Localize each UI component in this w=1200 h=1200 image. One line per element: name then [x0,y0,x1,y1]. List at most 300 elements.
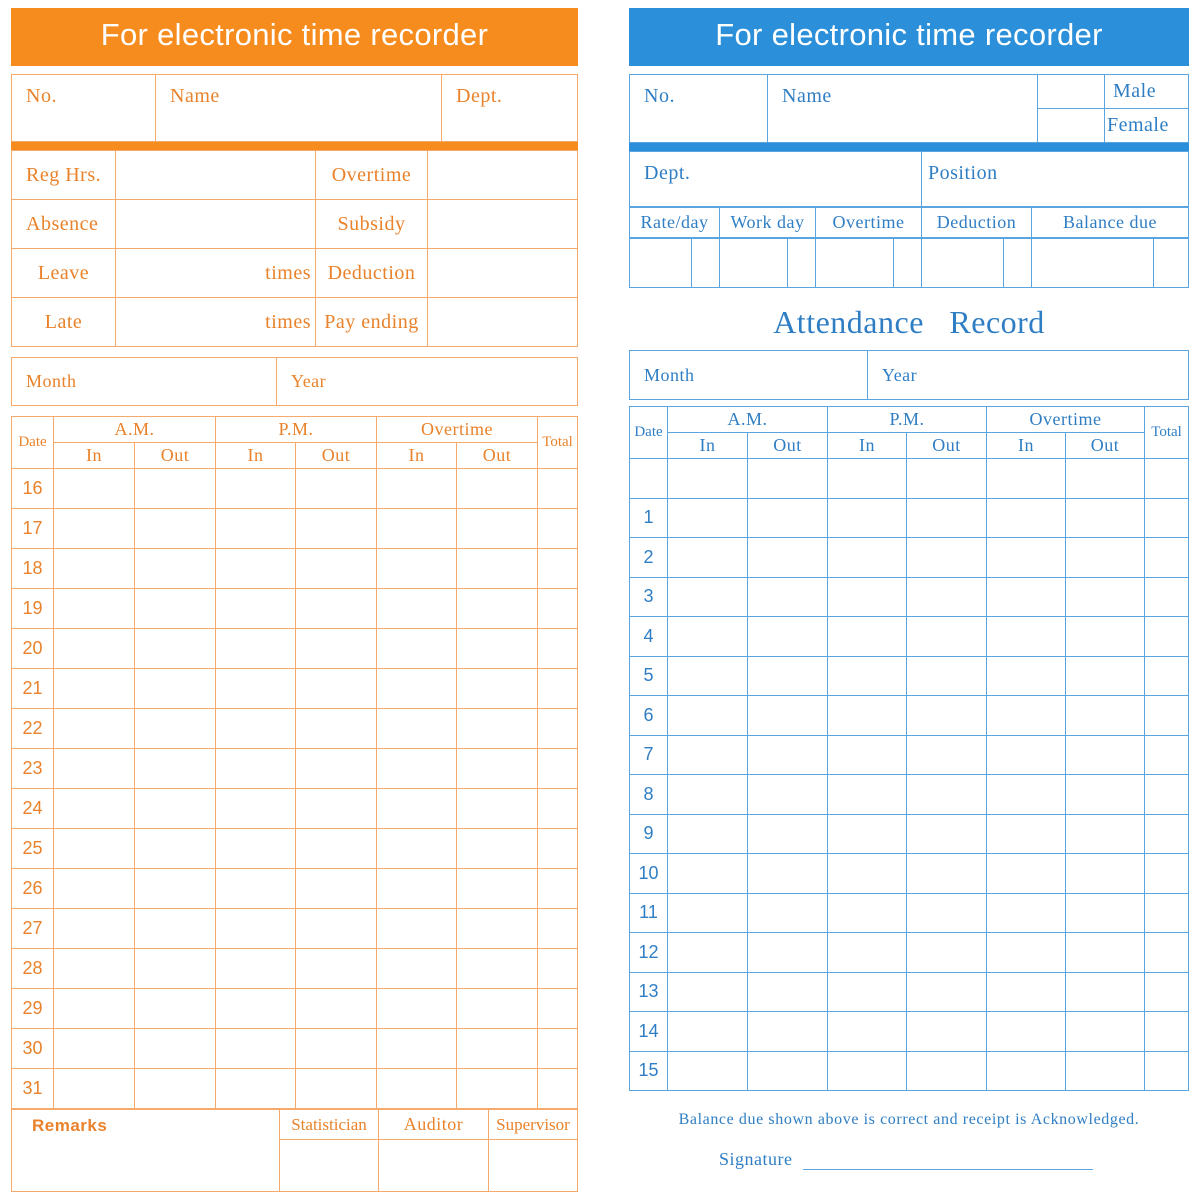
pm-in-cell[interactable] [828,459,907,499]
ot-in-cell[interactable] [377,829,457,869]
am-in-cell[interactable] [668,577,748,617]
am-out-cell[interactable] [748,459,828,499]
ot-in-cell[interactable] [377,509,457,549]
pm-in-cell[interactable] [216,829,296,869]
total-cell[interactable] [1145,933,1189,973]
orange-time-card [11,8,578,1192]
orange-summary-table [11,150,578,347]
am-out-cell[interactable] [135,709,216,749]
pm-out-header: Out [296,443,377,469]
am-out-cell[interactable] [748,656,828,696]
pm-in-cell[interactable] [828,1051,907,1091]
ot-out-cell[interactable] [1066,735,1145,775]
ot-out-cell[interactable] [457,709,538,749]
total-cell[interactable] [1145,617,1189,657]
ot-out-cell[interactable] [457,549,538,589]
total-cell[interactable] [538,709,578,749]
ot-out-cell[interactable] [1066,972,1145,1012]
ot-in-cell[interactable] [987,735,1066,775]
pm-out-cell[interactable] [296,589,377,629]
date-cell: 14 [630,1012,668,1052]
leave-label: Leave [12,249,116,298]
no-field[interactable]: No. [630,75,768,143]
total-cell[interactable] [1145,696,1189,736]
am-in-cell[interactable] [54,549,135,589]
am-in-cell[interactable] [668,814,748,854]
total-cell[interactable] [1145,459,1189,499]
total-cell[interactable] [1145,735,1189,775]
am-in-cell[interactable] [54,749,135,789]
ot-in-cell[interactable] [987,893,1066,933]
blue-month-year-table [629,350,1189,400]
pm-in-cell[interactable] [216,1069,296,1109]
am-out-cell[interactable] [135,829,216,869]
am-in-cell[interactable] [54,1069,135,1109]
ot-out-cell[interactable] [1066,617,1145,657]
ot-in-cell[interactable] [377,949,457,989]
name-field[interactable]: Name [768,75,1038,143]
pm-out-cell[interactable] [296,909,377,949]
ot-in-cell[interactable] [987,1012,1066,1052]
pm-in-cell[interactable] [216,949,296,989]
deduction-sub-field[interactable] [1004,239,1032,288]
date-cell: 11 [630,893,668,933]
am-in-cell[interactable] [668,696,748,736]
deduction-value-field[interactable] [922,239,1004,288]
pm-out-cell[interactable] [296,1029,377,1069]
am-in-cell[interactable] [668,735,748,775]
date-cell: 6 [630,696,668,736]
ot-in-cell[interactable] [987,459,1066,499]
pm-in-cell[interactable] [828,538,907,578]
ot-out-cell[interactable] [457,629,538,669]
total-cell[interactable] [1145,972,1189,1012]
pm-out-cell[interactable] [907,1051,987,1091]
am-in-cell[interactable] [54,789,135,829]
am-in-cell[interactable] [668,854,748,894]
total-cell[interactable] [1145,498,1189,538]
am-in-cell[interactable] [54,709,135,749]
pm-in-cell[interactable] [216,869,296,909]
pm-out-cell[interactable] [907,696,987,736]
ot-in-cell[interactable] [987,1051,1066,1091]
ot-in-cell[interactable] [377,469,457,509]
pm-out-header: Out [907,433,987,459]
pm-in-cell[interactable] [216,589,296,629]
pm-out-cell[interactable] [907,814,987,854]
ot-in-cell[interactable] [377,749,457,789]
am-out-cell[interactable] [135,949,216,989]
am-out-cell[interactable] [748,893,828,933]
ot-in-cell[interactable] [987,972,1066,1012]
am-in-cell[interactable] [54,589,135,629]
pm-in-cell[interactable] [828,656,907,696]
pm-out-cell[interactable] [296,789,377,829]
am-out-cell[interactable] [748,775,828,815]
pm-in-cell[interactable] [828,617,907,657]
acknowledgement-text: Balance due shown above is correct and receipt is Acknowledged. [678,1111,1140,1128]
ot-in-cell[interactable] [987,696,1066,736]
ot-out-cell[interactable] [457,1069,538,1109]
ot-out-cell[interactable] [457,469,538,509]
ot-in-header: In [377,443,457,469]
dept-field[interactable]: Dept. [442,75,578,142]
table-row [12,709,578,749]
date-cell: 22 [12,709,54,749]
blue-dept-position-table [629,151,1189,207]
total-cell[interactable] [538,549,578,589]
pm-in-cell[interactable] [216,709,296,749]
am-in-cell[interactable] [668,656,748,696]
am-in-cell[interactable] [54,629,135,669]
am-in-cell[interactable] [54,669,135,709]
am-out-cell[interactable] [748,1012,828,1052]
pm-in-cell[interactable] [828,498,907,538]
am-out-cell[interactable] [135,669,216,709]
pm-in-cell[interactable] [828,696,907,736]
pm-out-cell[interactable] [907,775,987,815]
pm-in-header: In [216,443,296,469]
supervisor-label: Supervisor [489,1110,578,1140]
pm-out-cell[interactable] [296,709,377,749]
work-day-field[interactable] [720,239,788,288]
pay-ending-field[interactable] [428,298,578,347]
ot-in-cell[interactable] [377,989,457,1029]
am-in-cell[interactable] [54,829,135,869]
ot-out-cell[interactable] [1066,577,1145,617]
total-cell[interactable] [1145,1051,1189,1091]
pm-out-cell[interactable] [296,989,377,1029]
statistician-sign-field[interactable] [280,1140,379,1192]
am-out-cell[interactable] [135,469,216,509]
ot-out-cell[interactable] [1066,1012,1145,1052]
am-in-cell[interactable] [54,1029,135,1069]
table-row [12,909,578,949]
signature-field[interactable] [803,1151,1093,1170]
total-cell[interactable] [538,589,578,629]
pm-out-cell[interactable] [296,509,377,549]
pm-out-cell[interactable] [907,854,987,894]
table-row [12,509,578,549]
pm-in-cell[interactable] [216,989,296,1029]
date-cell: 28 [12,949,54,989]
ot-in-cell[interactable] [377,1029,457,1069]
ot-in-cell[interactable] [377,789,457,829]
table-row [12,989,578,1029]
am-header: A.M. [54,417,216,443]
total-cell[interactable] [1145,538,1189,578]
pm-out-cell[interactable] [296,869,377,909]
leave-times-label[interactable]: times [116,249,316,298]
ot-in-cell[interactable] [377,589,457,629]
am-in-cell[interactable] [54,469,135,509]
pm-in-cell[interactable] [828,933,907,973]
pm-in-cell[interactable] [216,1029,296,1069]
total-cell[interactable] [1145,814,1189,854]
pm-in-cell[interactable] [828,893,907,933]
male-label: Male [1105,75,1189,109]
am-out-cell[interactable] [748,617,828,657]
attendance-record-title: Attendance Record [773,304,1045,340]
ot-out-cell[interactable] [457,789,538,829]
pm-in-cell[interactable] [216,469,296,509]
ot-in-cell[interactable] [987,656,1066,696]
am-in-cell[interactable] [54,909,135,949]
pm-in-cell[interactable] [216,549,296,589]
pm-in-cell[interactable] [828,577,907,617]
am-out-cell[interactable] [135,1029,216,1069]
table-row [12,869,578,909]
ot-out-cell[interactable] [1066,775,1145,815]
total-cell[interactable] [538,789,578,829]
am-in-cell[interactable] [668,775,748,815]
am-out-cell[interactable] [135,589,216,629]
total-cell[interactable] [538,629,578,669]
total-cell[interactable] [538,469,578,509]
no-field[interactable]: No. [12,75,156,142]
total-cell[interactable] [1145,577,1189,617]
am-in-cell[interactable] [668,538,748,578]
ot-out-cell[interactable] [1066,854,1145,894]
pm-out-cell[interactable] [907,577,987,617]
total-cell[interactable] [538,989,578,1029]
am-in-cell[interactable] [668,1051,748,1091]
am-in-cell[interactable] [668,893,748,933]
pm-in-cell[interactable] [216,509,296,549]
pm-out-cell[interactable] [296,549,377,589]
pm-out-cell[interactable] [907,459,987,499]
female-checkbox[interactable] [1038,109,1105,143]
ot-out-cell[interactable] [457,869,538,909]
total-cell[interactable] [538,949,578,989]
pm-in-cell[interactable] [216,669,296,709]
pm-out-cell[interactable] [907,735,987,775]
ot-out-cell[interactable] [1066,814,1145,854]
month-field[interactable]: Month [630,351,868,400]
am-out-cell[interactable] [748,933,828,973]
am-in-cell[interactable] [668,1012,748,1052]
pm-out-cell[interactable] [296,1069,377,1109]
am-in-cell[interactable] [54,869,135,909]
pm-out-cell[interactable] [296,669,377,709]
pm-in-cell[interactable] [828,854,907,894]
year-field[interactable]: Year [277,358,578,406]
ot-out-cell[interactable] [457,669,538,709]
ot-out-cell[interactable] [457,909,538,949]
auditor-label: Auditor [379,1110,489,1140]
ot-in-cell[interactable] [987,854,1066,894]
ot-out-cell[interactable] [1066,656,1145,696]
total-cell[interactable] [1145,1012,1189,1052]
ot-in-cell[interactable] [377,549,457,589]
am-out-cell[interactable] [748,735,828,775]
absence-label: Absence [12,200,116,249]
ot-out-cell[interactable] [1066,498,1145,538]
total-cell[interactable] [538,749,578,789]
am-in-cell[interactable] [668,972,748,1012]
ot-out-cell[interactable] [457,989,538,1029]
ot-in-cell[interactable] [987,933,1066,973]
month-field[interactable]: Month [12,358,277,406]
ot-in-cell[interactable] [987,498,1066,538]
am-out-cell[interactable] [748,538,828,578]
pm-out-cell[interactable] [907,893,987,933]
name-field[interactable]: Name [156,75,442,142]
pm-header: P.M. [216,417,377,443]
date-cell: 5 [630,656,668,696]
balance-due-field[interactable] [1032,239,1154,288]
am-out-cell[interactable] [748,854,828,894]
ot-out-cell[interactable] [1066,893,1145,933]
am-in-cell[interactable] [54,949,135,989]
total-cell[interactable] [538,509,578,549]
am-in-cell[interactable] [668,459,748,499]
am-out-header: Out [748,433,828,459]
pm-in-cell[interactable] [828,972,907,1012]
am-in-header: In [668,433,748,459]
ot-out-cell[interactable] [1066,538,1145,578]
pm-out-cell[interactable] [907,538,987,578]
pm-in-cell[interactable] [828,1012,907,1052]
overtime-label: Overtime [316,151,428,200]
overtime-value-field[interactable] [816,239,894,288]
pm-in-cell[interactable] [828,775,907,815]
pm-out-cell[interactable] [296,469,377,509]
overtime-field[interactable] [428,151,578,200]
am-out-cell[interactable] [135,989,216,1029]
deduction-field[interactable] [428,249,578,298]
late-times-label[interactable]: times [116,298,316,347]
male-checkbox[interactable] [1038,75,1105,109]
ot-out-cell[interactable] [457,949,538,989]
am-out-cell[interactable] [135,909,216,949]
subsidy-field[interactable] [428,200,578,249]
am-out-cell[interactable] [748,498,828,538]
pm-out-cell[interactable] [296,829,377,869]
pm-out-cell[interactable] [296,749,377,789]
pm-out-cell[interactable] [907,617,987,657]
ot-in-cell[interactable] [987,617,1066,657]
ot-in-cell[interactable] [987,814,1066,854]
work-day-sub-field[interactable] [788,239,816,288]
position-field[interactable]: Position [922,152,1189,207]
ot-out-cell[interactable] [457,749,538,789]
ot-out-cell[interactable] [1066,933,1145,973]
pm-in-cell[interactable] [216,909,296,949]
absence-field[interactable] [116,200,316,249]
rate-day-sub-field[interactable] [692,239,720,288]
date-cell: 19 [12,589,54,629]
ot-in-cell[interactable] [987,538,1066,578]
am-in-cell[interactable] [668,498,748,538]
ot-in-cell[interactable] [377,1069,457,1109]
balance-due-sub-field[interactable] [1154,239,1189,288]
pm-in-cell[interactable] [216,789,296,829]
total-cell[interactable] [1145,893,1189,933]
am-in-cell[interactable] [668,617,748,657]
total-header: Total [538,417,578,469]
total-cell[interactable] [538,869,578,909]
total-cell[interactable] [1145,775,1189,815]
am-in-cell[interactable] [668,933,748,973]
ot-out-cell[interactable] [457,589,538,629]
ot-out-cell[interactable] [1066,696,1145,736]
ot-in-cell[interactable] [377,869,457,909]
pm-out-cell[interactable] [907,1012,987,1052]
auditor-sign-field[interactable] [379,1140,489,1192]
remarks-label[interactable]: Remarks [12,1110,280,1192]
total-cell[interactable] [538,1029,578,1069]
am-in-cell[interactable] [54,989,135,1029]
ot-in-cell[interactable] [377,669,457,709]
total-cell[interactable] [538,1069,578,1109]
ot-in-cell[interactable] [377,909,457,949]
overtime-sub-field[interactable] [894,239,922,288]
reg-hrs-field[interactable] [116,151,316,200]
am-out-cell[interactable] [748,1051,828,1091]
ot-out-cell[interactable] [457,509,538,549]
am-out-cell[interactable] [135,789,216,829]
pm-in-cell[interactable] [828,814,907,854]
am-out-cell[interactable] [748,972,828,1012]
am-in-cell[interactable] [54,509,135,549]
supervisor-sign-field[interactable] [489,1140,578,1192]
am-out-cell[interactable] [748,696,828,736]
ot-out-cell[interactable] [1066,459,1145,499]
ot-in-cell[interactable] [377,629,457,669]
am-out-cell[interactable] [135,749,216,789]
table-row [12,589,578,629]
ot-out-cell[interactable] [457,1029,538,1069]
pm-out-cell[interactable] [907,933,987,973]
orange-header-table [11,74,578,142]
pm-out-cell[interactable] [296,629,377,669]
pm-in-cell[interactable] [216,749,296,789]
signature-label: Signature [719,1149,793,1169]
year-field[interactable]: Year [868,351,1189,400]
ot-in-cell[interactable] [377,709,457,749]
blue-card-banner: For electronic time recorder [629,8,1189,66]
am-out-cell[interactable] [135,509,216,549]
am-out-cell[interactable] [135,1069,216,1109]
table-row [630,1012,1189,1052]
am-out-cell[interactable] [135,869,216,909]
pm-in-cell[interactable] [828,735,907,775]
pm-out-cell[interactable] [907,498,987,538]
pm-out-cell[interactable] [907,972,987,1012]
pm-out-cell[interactable] [907,656,987,696]
total-cell[interactable] [538,909,578,949]
ot-in-cell[interactable] [987,577,1066,617]
total-cell[interactable] [1145,656,1189,696]
date-cell: 31 [12,1069,54,1109]
am-out-cell[interactable] [135,549,216,589]
total-cell[interactable] [538,829,578,869]
am-out-cell[interactable] [748,814,828,854]
dept-field[interactable]: Dept. [630,152,922,207]
date-cell: 8 [630,775,668,815]
total-cell[interactable] [1145,854,1189,894]
ot-out-cell[interactable] [457,829,538,869]
am-out-cell[interactable] [135,629,216,669]
ot-in-cell[interactable] [987,775,1066,815]
pm-in-cell[interactable] [216,629,296,669]
ot-out-cell[interactable] [1066,1051,1145,1091]
rate-day-field[interactable] [630,239,692,288]
am-out-cell[interactable] [748,577,828,617]
total-cell[interactable] [538,669,578,709]
pm-out-cell[interactable] [296,949,377,989]
